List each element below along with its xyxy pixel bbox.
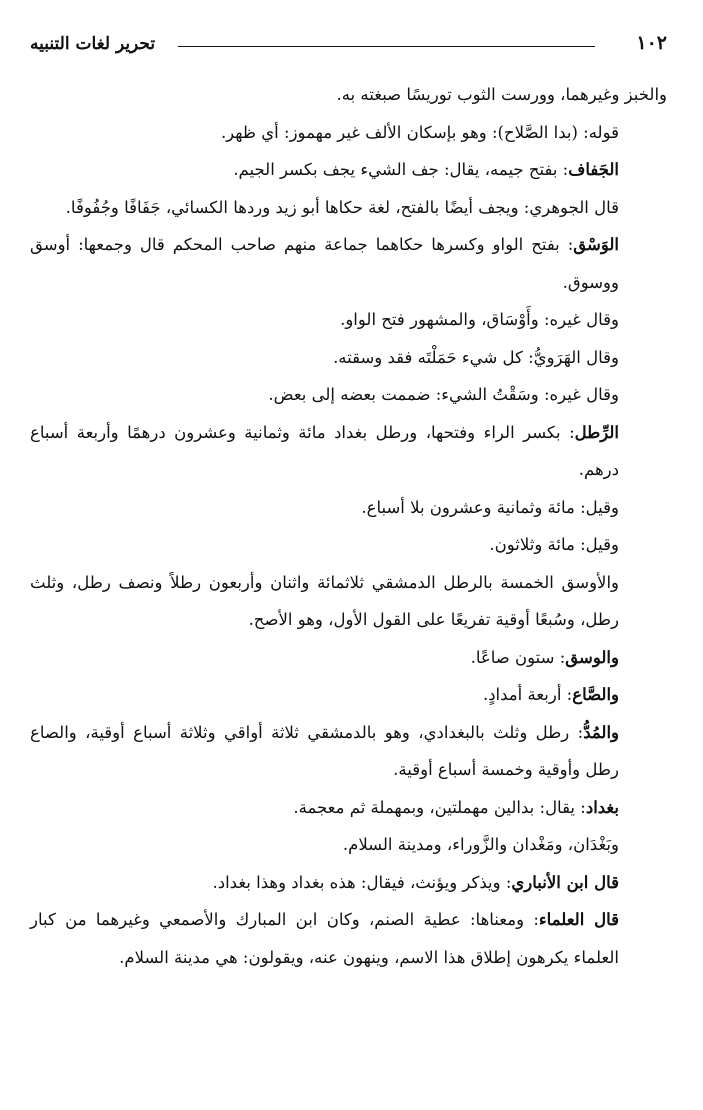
entry-term: بغداد <box>585 797 619 817</box>
paragraph-jafaf: الجَفاف: بفتح جيمه، يقال: جف الشيء يجف بكسر الجيم. <box>233 160 619 179</box>
entry-term: والصَّاع <box>572 685 619 704</box>
paragraph-6: وقال غيره: وأَوْسَاق، والمشهور فتح الواو. <box>340 310 619 329</box>
paragraph-11: وقيل: مائة وثلاثون. <box>489 535 619 554</box>
paragraph-saa: والصَّاع: أربعة أمدادٍ. <box>482 685 619 704</box>
paragraph-2: قوله: (بدا الصَّلاح): وهو بإسكان الألف غير مهموز: أي ظهر. <box>220 122 619 142</box>
entry-term: والمُدُّ <box>583 722 619 742</box>
page-header <box>30 30 667 60</box>
page-number: ١٠٢ <box>636 32 667 54</box>
paragraph-17: وبَغْدَان، ومَغْدان والزَّوراء، ومدينة السلام. <box>342 835 619 854</box>
entry-term: الرِّطل <box>574 422 619 442</box>
paragraph-1: والخبز وغيرهما، وورست الثوب توريسًا صبغته به. <box>336 85 667 104</box>
page-body <box>30 76 667 976</box>
paragraph-8: وقال غيره: وسَقْتُ الشيء: ضممت بعضه إلى بعض. <box>268 385 619 404</box>
entry-term: قال العلماء <box>538 910 619 929</box>
paragraph-ratl: الرِّطل: بكسر الراء وفتحها، ورطل بغداد مائة وثمانية وعشرون درهمًا وأربعة أسباع درهم. <box>30 422 619 479</box>
paragraph-wasq-def: والوسق: ستون صاعًا. <box>470 647 619 667</box>
paragraph-baghdad: بغداد: يقال: بدالين مهملتين، وبمهملة ثم معجمة. <box>293 797 619 817</box>
paragraph-wasq: الوَسْق: بفتح الواو وكسرها حكاهما جماعة منهم صاحب المحكم قال وجمعها: أوسق ووسوق. <box>30 235 619 292</box>
entry-term: والوسق <box>565 647 619 667</box>
paragraph-7: وقال الهَرَويُّ: كل شيء حَمَلْتَه فقد وسقته. <box>333 347 619 367</box>
entry-term: الوَسْق <box>573 235 619 254</box>
header-rule <box>178 46 595 47</box>
entry-term: الجَفاف <box>568 160 619 179</box>
paragraph-10: وقيل: مائة وثمانية وعشرون بلا أسباع. <box>361 497 619 517</box>
paragraph-ulama: قال العلماء: ومعناها: عطية الصنم، وكان ابن المبارك والأصمعي وغيرهما من كبار العلماء يكرهون إطلاق هذا الاسم، وينهون عنه، ويقولون: هي مدينة السلام. <box>30 910 619 967</box>
running-title: تحرير لغات التنبيه <box>30 34 156 54</box>
paragraph-4: قال الجوهري: ويجف أيضًا بالفتح، لغة حكاها أبو زيد وردها الكسائي، جَفَافًا وجُفُوفًا. <box>65 197 619 217</box>
paragraph-12: والأوسق الخمسة بالرطل الدمشقي ثلاثمائة واثنان وأربعون رطلاً ونصف رطل، وثلث رطل، وسُبعًا أوقية تفريعًا على القول الأول، وهو الأصح. <box>30 572 619 629</box>
paragraph-anbari: قال ابن الأنباري: ويذكر ويؤنث، فيقال: هذه بغداد وهذا بغداد. <box>212 872 619 892</box>
entry-term: قال ابن الأنباري <box>511 872 619 892</box>
paragraph-mudd: والمُدُّ: رطل وثلث بالبغدادي، وهو بالدمشقي ثلاثة أواقي وثلاثة أسباع أوقية، والصاع رطل وأوقية وخمسة أسباع أوقية. <box>30 722 619 779</box>
